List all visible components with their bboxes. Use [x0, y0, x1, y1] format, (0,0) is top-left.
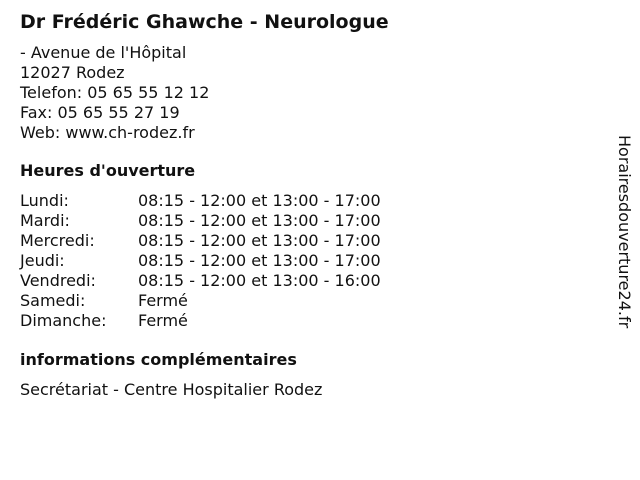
info-heading: informations complémentaires — [20, 350, 297, 369]
doctor-card — [20, 10, 600, 400]
hours-heading: Heures d'ouverture — [20, 161, 196, 180]
address-block — [20, 43, 600, 143]
day-label: Dimanche: — [20, 311, 107, 330]
info-text: Secrétariat - Centre Hospitalier Rodez — [20, 380, 323, 399]
address-city: 12027 Rodez — [20, 63, 125, 82]
hours-row-samedi — [20, 291, 600, 311]
brand-text: Horairesdouverture24.fr — [615, 135, 634, 329]
day-label: Lundi: — [20, 191, 69, 210]
day-label: Mercredi: — [20, 231, 95, 250]
brand-watermark — [612, 135, 634, 371]
day-label: Vendredi: — [20, 271, 96, 290]
time-value: 08:15 - 12:00 et 13:00 - 17:00 — [138, 231, 381, 250]
time-value: Fermé — [138, 311, 188, 330]
hours-row-vendredi — [20, 271, 600, 291]
time-value: 08:15 - 12:00 et 13:00 - 17:00 — [138, 211, 381, 230]
phone-number[interactable]: Telefon: 05 65 55 12 12 — [20, 83, 210, 102]
fax-number: Fax: 05 65 55 27 19 — [20, 103, 180, 122]
day-label: Mardi: — [20, 211, 70, 230]
hours-row-mardi — [20, 211, 600, 231]
hours-row-dimanche — [20, 311, 600, 331]
page-title: Dr Frédéric Ghawche - Neurologue — [20, 11, 389, 33]
time-value: Fermé — [138, 291, 188, 310]
hours-table — [20, 191, 600, 331]
time-value: 08:15 - 12:00 et 13:00 - 17:00 — [138, 191, 381, 210]
time-value: 08:15 - 12:00 et 13:00 - 17:00 — [138, 251, 381, 270]
hours-row-lundi — [20, 191, 600, 211]
hours-row-mercredi — [20, 231, 600, 251]
day-label: Samedi: — [20, 291, 86, 310]
website-link[interactable]: Web: www.ch-rodez.fr — [20, 123, 195, 142]
time-value: 08:15 - 12:00 et 13:00 - 16:00 — [138, 271, 381, 290]
day-label: Jeudi: — [20, 251, 65, 270]
address-street: - Avenue de l'Hôpital — [20, 43, 187, 62]
hours-row-jeudi — [20, 251, 600, 271]
